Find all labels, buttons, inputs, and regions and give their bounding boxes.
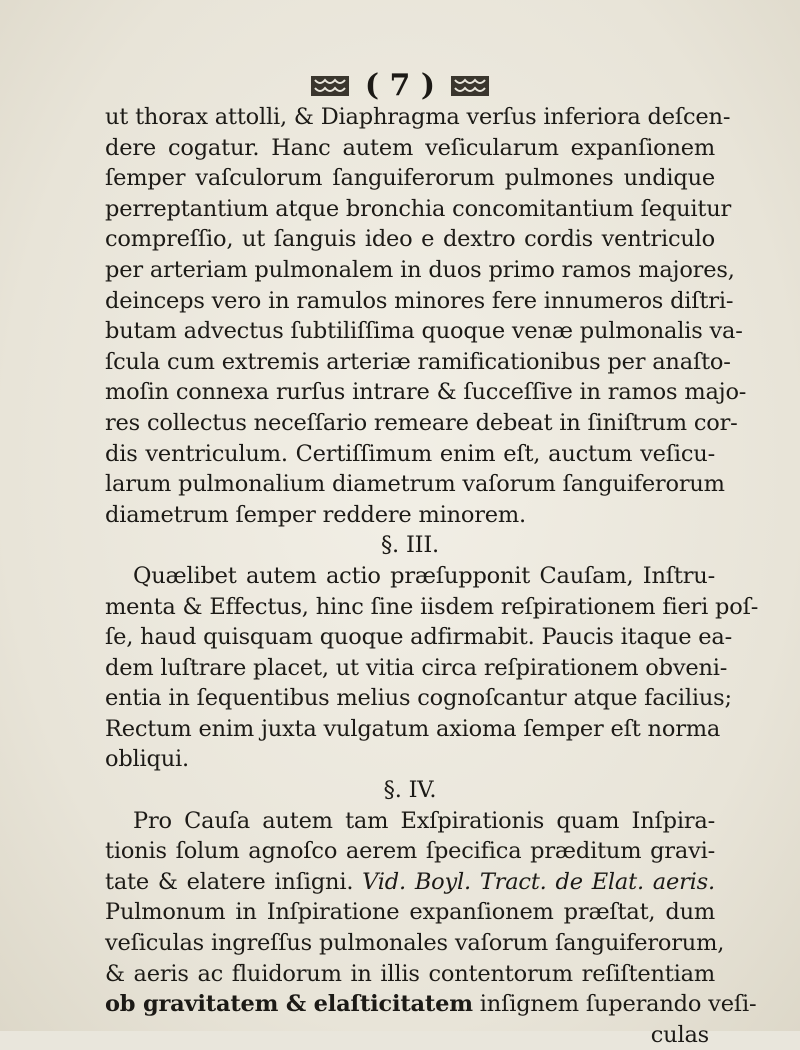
text-line: perreptantium atque bronchia concomitantium ſequitur — [105, 195, 732, 222]
text-line: per arteriam pulmonalem in duos primo ramos majores, — [105, 256, 735, 283]
left-ornament-icon — [309, 73, 351, 99]
text-line: ut thorax attolli, & Diaphragma verſus inferiora deſcen- — [105, 104, 731, 130]
text-line: ſe, haud quisquam quoque adfirmabit. Paucis itaque ea- — [105, 624, 733, 651]
text-line: dis ventriculum. Certiſſimum enim eſt, auctum veſicu- — [105, 440, 715, 467]
text-fragment: inſignem ſuperando veſi- — [472, 991, 757, 1018]
text-line: larum pulmonalium diametrum vaſorum ſanguiferorum — [105, 471, 725, 498]
text-line: butam advectus ſubtiliſſima quoque venæ pulmonalis va- — [105, 318, 743, 345]
text-line: menta & Effectus, hinc ſine iisdem reſpirationem fieri poſ- — [105, 593, 759, 620]
text-line: compreſſio, ut ſanguis ideo e dextro cordis ventriculo — [105, 226, 715, 253]
text-fragment: tate & elatere inſigni. — [105, 868, 363, 895]
text-line-with-bold — [105, 989, 757, 1020]
body-text — [105, 102, 759, 1050]
text-line-with-reference — [105, 867, 715, 898]
text-line: deinceps vero in ramulos minores fere innumeros diſtri- — [105, 287, 734, 314]
bold-phrase: ob gravitatem & elaſticitatem — [105, 991, 473, 1018]
text-line: Pro Cauſa autem tam Exſpirationis quam Inſpira- — [133, 807, 715, 834]
text-line: res collectus neceſſario remeare debeat in ſiniſtrum cor- — [105, 409, 738, 436]
section-heading-4: §. IV. — [383, 777, 437, 804]
text-line: obliqui. — [105, 746, 189, 773]
text-line: entia in ſequentibus melius cognoſcantur atque facilius; — [105, 685, 732, 712]
text-line: diametrum ſemper reddere minorem. — [105, 501, 526, 528]
right-ornament-icon — [449, 73, 491, 99]
text-line: Pulmonum in Inſpiratione expanſionem præſtat, dum — [105, 899, 715, 926]
page-number: ( 7 ) — [364, 68, 436, 103]
text-line: Quælibet autem actio præſupponit Cauſam, Inſtru- — [133, 562, 715, 589]
catchword: culas — [650, 1021, 709, 1048]
text-line: dere cogatur. Hanc autem veſicularum expanſionem — [105, 134, 715, 161]
citation-reference: Vid. Boyl. Tract. de Elat. aeris. — [362, 868, 715, 895]
section-heading-3: §. III. — [381, 532, 439, 559]
text-line: ſcula cum extremis arteriæ ramificationibus per anaſto- — [105, 348, 731, 375]
text-line: moſin connexa rurſus intrare & ſucceſſive in ramos majo- — [105, 379, 747, 406]
text-line: Rectum enim juxta vulgatum axioma ſemper eſt norma — [105, 715, 721, 742]
text-line: & aeris ac fluidorum in illis contentorum reſiſtentiam — [105, 960, 715, 987]
text-line: tionis ſolum agnoſco aerem ſpecifica præditum gravi- — [105, 838, 715, 865]
text-line: dem luſtrare placet, ut vitia circa reſpirationem obveni- — [105, 654, 728, 681]
page-header — [0, 68, 800, 103]
text-line: veſiculas ingreſſus pulmonales vaſorum ſanguiferorum, — [105, 930, 725, 957]
text-line: ſemper vaſculorum ſanguiferorum pulmones undique — [105, 165, 715, 192]
